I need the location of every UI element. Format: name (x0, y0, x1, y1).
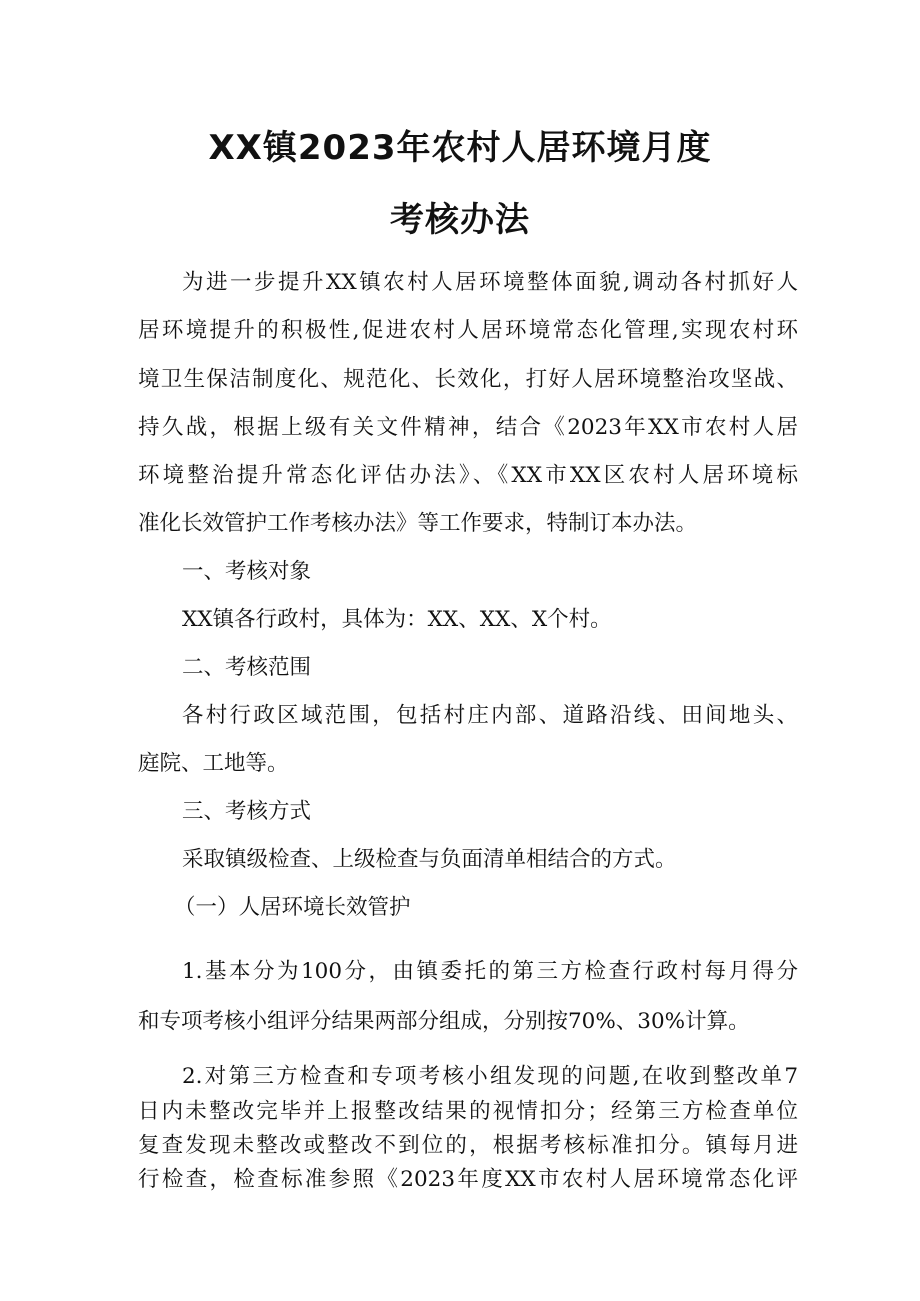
section-1-text: XX镇各行政村，具体为：XX、XX、X个村。 (182, 607, 612, 632)
intro-line-5: 环境整治提升常态化评估办法》、《XX市XX区农村人居环境标 (138, 463, 798, 488)
intro-line-3: 境卫生保洁制度化、规范化、长效化，打好人居环境整治攻坚战、 (138, 367, 798, 392)
section-3-heading: 三、考核方式 (182, 799, 312, 824)
section-2-heading: 二、考核范围 (182, 655, 312, 680)
document-title-line-1: XX镇2023年农村人居环境月度 (208, 128, 712, 168)
intro-line-2: 居环境提升的积极性,促进农村人居环境常态化管理,实现农村环 (138, 318, 798, 343)
section-1-heading: 一、考核对象 (182, 559, 312, 584)
document-title-line-2: 考核办法 (390, 200, 530, 240)
intro-line-4: 持久战，根据上级有关文件精神，结合《2023年XX市农村人居 (138, 415, 798, 440)
subsection-1-heading: （一）人居环境长效管护 (174, 895, 411, 920)
item-2-line-3: 复查发现未整改或整改不到位的，根据考核标准扣分。镇每月进 (138, 1133, 798, 1158)
section-2-line-1: 各村行政区域范围，包括村庄内部、道路沿线、田间地头、 (182, 703, 798, 728)
intro-line-1: 为进一步提升XX镇农村人居环境整体面貌,调动各村抓好人 (182, 270, 798, 295)
item-2-line-2: 日内未整改完毕并上报整改结果的视情扣分；经第三方检查单位 (138, 1099, 798, 1124)
item-1-line-1: 1.基本分为100分，由镇委托的第三方检查行政村每月得分 (182, 959, 798, 984)
intro-line-6: 准化长效管护工作考核办法》等工作要求，特制订本办法。 (138, 511, 698, 536)
section-3-text: 采取镇级检查、上级检查与负面清单相结合的方式。 (182, 847, 677, 872)
section-2-line-2: 庭院、工地等。 (138, 751, 289, 776)
item-2-line-4: 行检查，检查标准参照《2023年度XX市农村人居环境常态化评 (138, 1167, 798, 1192)
item-1-line-2: 和专项考核小组评分结果两部分组成，分别按70%、30%计算。 (138, 1009, 750, 1034)
item-2-line-1: 2.对第三方检查和专项考核小组发现的问题,在收到整改单7 (182, 1064, 798, 1089)
